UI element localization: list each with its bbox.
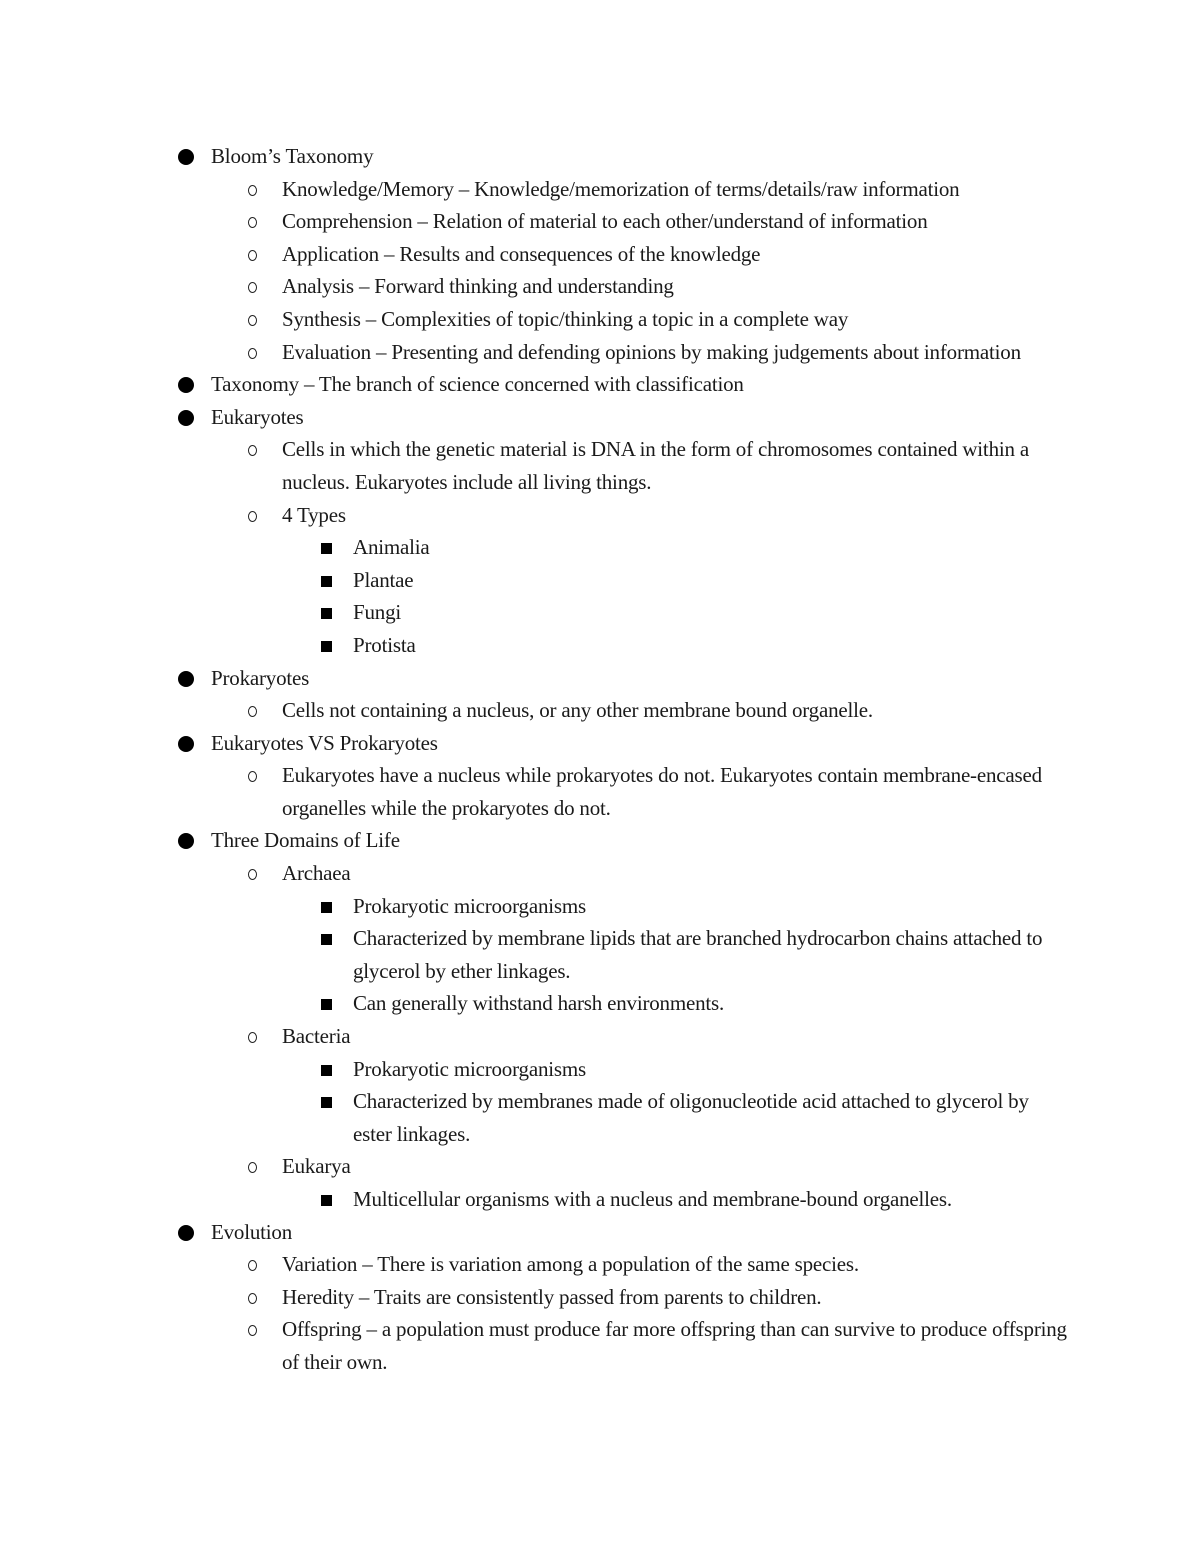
outline-subitem-row (0, 1020, 1072, 1053)
outline-item (0, 401, 1200, 662)
outline-subitem-row (0, 1313, 1072, 1378)
outline-subsubitem-row (0, 890, 1053, 923)
outline-subitem-text: Synthesis – Complexities of topic/thinking a topic in a complete way (282, 306, 849, 331)
outline-subitem-row (0, 1281, 1072, 1314)
circle-bullet-icon (248, 1293, 257, 1304)
outline-subitem (0, 1281, 1200, 1314)
outline-subitem-children (0, 531, 1200, 661)
outline-subsubitem-text: Protista (353, 632, 416, 657)
outline-subitem-text: Variation – There is variation among a population of the same species. (282, 1252, 859, 1277)
outline-subitem (0, 759, 1200, 824)
outline-subsubitem-text: Multicellular organisms with a nucleus and membrane-bound organelles. (353, 1187, 952, 1211)
circle-bullet-icon (248, 771, 257, 782)
square-bullet-icon (321, 1195, 332, 1206)
outline-item (0, 368, 1200, 401)
outline-subitem-row (0, 336, 1072, 369)
outline-subitem-text: Archaea (282, 861, 351, 886)
outline-subsubitem (0, 1085, 1200, 1150)
disc-bullet-icon (178, 671, 194, 687)
outline-subitem-text: Cells not containing a nucleus, or any other membrane bound organelle. (282, 698, 873, 723)
square-bullet-icon (321, 576, 332, 587)
outline-subsubitem-text: Prokaryotic microorganisms (353, 893, 586, 918)
circle-bullet-icon (248, 1162, 257, 1173)
disc-bullet-icon (178, 736, 194, 752)
outline-subitem-text: Evaluation – Presenting and defending opinions by making judgements about information (282, 339, 1021, 364)
circle-bullet-icon (248, 706, 257, 717)
outline-subitem-text: Eukarya (282, 1154, 351, 1179)
disc-bullet-icon (178, 833, 194, 849)
outline-item-children (0, 173, 1200, 369)
outline-subitem-row (0, 1150, 1072, 1183)
outline-item-text: Eukaryotes (211, 404, 304, 429)
outline-item-children (0, 694, 1200, 727)
disc-bullet-icon (178, 410, 194, 426)
outline-subitem-row (0, 303, 1072, 336)
outline-item-children (0, 1248, 1200, 1378)
outline-subitem (0, 857, 1200, 1020)
circle-bullet-icon (248, 250, 257, 261)
outline-item-children (0, 857, 1200, 1216)
outline-subsubitem-text: Animalia (353, 535, 430, 560)
outline-list (0, 140, 1200, 1379)
outline-item-text: Eukaryotes VS Prokaryotes (211, 730, 438, 755)
outline-subsubitem (0, 596, 1200, 629)
outline-subitem-row (0, 759, 1072, 824)
outline-item (0, 1216, 1200, 1379)
outline-item-row (0, 824, 1091, 857)
outline-subitem-text: Analysis – Forward thinking and understanding (282, 274, 674, 299)
circle-bullet-icon (248, 217, 257, 228)
outline-subsubitem-row (0, 531, 1053, 564)
outline-subitem-row (0, 270, 1072, 303)
outline-item-text: Bloom’s Taxonomy (211, 144, 374, 168)
outline-subsubitem-row (0, 1085, 1053, 1150)
outline-subitem (0, 303, 1200, 336)
outline-subsubitem (0, 922, 1200, 987)
outline-subitem (0, 694, 1200, 727)
square-bullet-icon (321, 999, 332, 1010)
outline-subitem (0, 433, 1200, 498)
circle-bullet-icon (248, 511, 257, 522)
outline-item (0, 727, 1200, 825)
outline-subsubitem (0, 1053, 1200, 1086)
outline-subitem-text: Offspring – a population must produce far more offspring than can survive to produce offspring of their own. (282, 1317, 1067, 1374)
outline-subsubitem-row (0, 1183, 1053, 1216)
outline-subitem-row (0, 205, 1072, 238)
outline-subitem-row (0, 499, 1072, 532)
outline-item-children (0, 759, 1200, 824)
circle-bullet-icon (248, 315, 257, 326)
outline-subitem-text: Comprehension – Relation of material to each other/understand of information (282, 209, 928, 234)
outline-item-row (0, 662, 1091, 695)
circle-bullet-icon (248, 445, 257, 456)
outline-subsubitem-text: Fungi (353, 600, 402, 625)
outline-subitem-text: Heredity – Traits are consistently passed from parents to children. (282, 1284, 822, 1309)
circle-bullet-icon (248, 348, 257, 359)
outline-subsubitem-row (0, 1053, 1053, 1086)
outline-subsubitem (0, 890, 1200, 923)
outline-item-row (0, 368, 1091, 401)
outline-subitem-text: Eukaryotes have a nucleus while prokaryotes do not. Eukaryotes contain membrane-encased organelles while the prokaryotes do not. (282, 763, 1042, 820)
outline-subitem-row (0, 1248, 1072, 1281)
outline-subitem (0, 238, 1200, 271)
square-bullet-icon (321, 902, 332, 913)
outline-subitem (0, 270, 1200, 303)
outline-subitem (0, 1248, 1200, 1281)
outline-subitem (0, 499, 1200, 662)
outline-subsubitem (0, 987, 1200, 1020)
circle-bullet-icon (248, 1032, 257, 1043)
outline-subitem-children (0, 1183, 1200, 1216)
outline-subitem-row (0, 694, 1072, 727)
outline-subitem (0, 336, 1200, 369)
outline-subitem-text: 4 Types (282, 502, 346, 527)
square-bullet-icon (321, 1097, 332, 1108)
circle-bullet-icon (248, 869, 257, 880)
outline-item (0, 662, 1200, 727)
circle-bullet-icon (248, 1260, 257, 1271)
disc-bullet-icon (178, 377, 194, 393)
square-bullet-icon (321, 934, 332, 945)
outline-subitem-row (0, 433, 1072, 498)
outline-subitem-row (0, 857, 1072, 890)
square-bullet-icon (321, 608, 332, 619)
outline-subsubitem-text: Characterized by membranes made of oligonucleotide acid attached to glycerol by ester linkages. (353, 1089, 1029, 1146)
outline-item-children (0, 433, 1200, 661)
outline-subsubitem-text: Characterized by membrane lipids that are branched hydrocarbon chains attached to glycerol by ether linkages. (353, 926, 1043, 983)
outline-subitem-text: Knowledge/Memory – Knowledge/memorization of terms/details/raw information (282, 176, 960, 201)
outline-subitem (0, 173, 1200, 206)
outline-subitem-text: Cells in which the genetic material is DNA in the form of chromosomes contained within a nucleus. Eukaryotes include all living things. (282, 437, 1029, 494)
outline-subsubitem (0, 1183, 1200, 1216)
outline-subsubitem-text: Prokaryotic microorganisms (353, 1056, 586, 1081)
outline-item-text: Taxonomy – The branch of science concerned with classification (211, 372, 744, 397)
outline-subitem-text: Application – Results and consequences of the knowledge (282, 241, 761, 266)
circle-bullet-icon (248, 185, 257, 196)
outline-subitem-children (0, 890, 1200, 1020)
outline-item-row (0, 727, 1091, 760)
square-bullet-icon (321, 543, 332, 554)
outline-subitem (0, 1150, 1200, 1215)
outline-item-text: Three Domains of Life (211, 828, 400, 853)
outline-subitem (0, 1313, 1200, 1378)
outline-subsubitem-row (0, 629, 1053, 662)
circle-bullet-icon (248, 282, 257, 293)
outline-item-row (0, 401, 1091, 434)
outline-subitem-row (0, 238, 1072, 271)
outline-subsubitem-text: Can generally withstand harsh environments. (353, 991, 725, 1016)
outline-subsubitem-row (0, 987, 1053, 1020)
circle-bullet-icon (248, 1325, 257, 1336)
outline-subitem-text: Bacteria (282, 1024, 351, 1049)
outline-item-row (0, 1216, 1091, 1249)
outline-subsubitem-row (0, 922, 1053, 987)
outline-item (0, 140, 1200, 368)
outline-subitem-row (0, 173, 1072, 206)
outline-subsubitem (0, 531, 1200, 564)
square-bullet-icon (321, 641, 332, 652)
outline-subsubitem-row (0, 596, 1053, 629)
outline-subitem-children (0, 1053, 1200, 1151)
outline-item (0, 824, 1200, 1215)
outline-subsubitem-text: Plantae (353, 567, 414, 592)
outline-item-row (0, 140, 1091, 173)
disc-bullet-icon (178, 149, 194, 165)
outline-item-text: Prokaryotes (211, 665, 310, 690)
square-bullet-icon (321, 1065, 332, 1076)
disc-bullet-icon (178, 1225, 194, 1241)
outline-subsubitem-row (0, 564, 1053, 597)
outline-subsubitem (0, 564, 1200, 597)
outline-subitem (0, 205, 1200, 238)
outline-item-text: Evolution (211, 1219, 293, 1244)
outline-subitem (0, 1020, 1200, 1150)
outline-subsubitem (0, 629, 1200, 662)
